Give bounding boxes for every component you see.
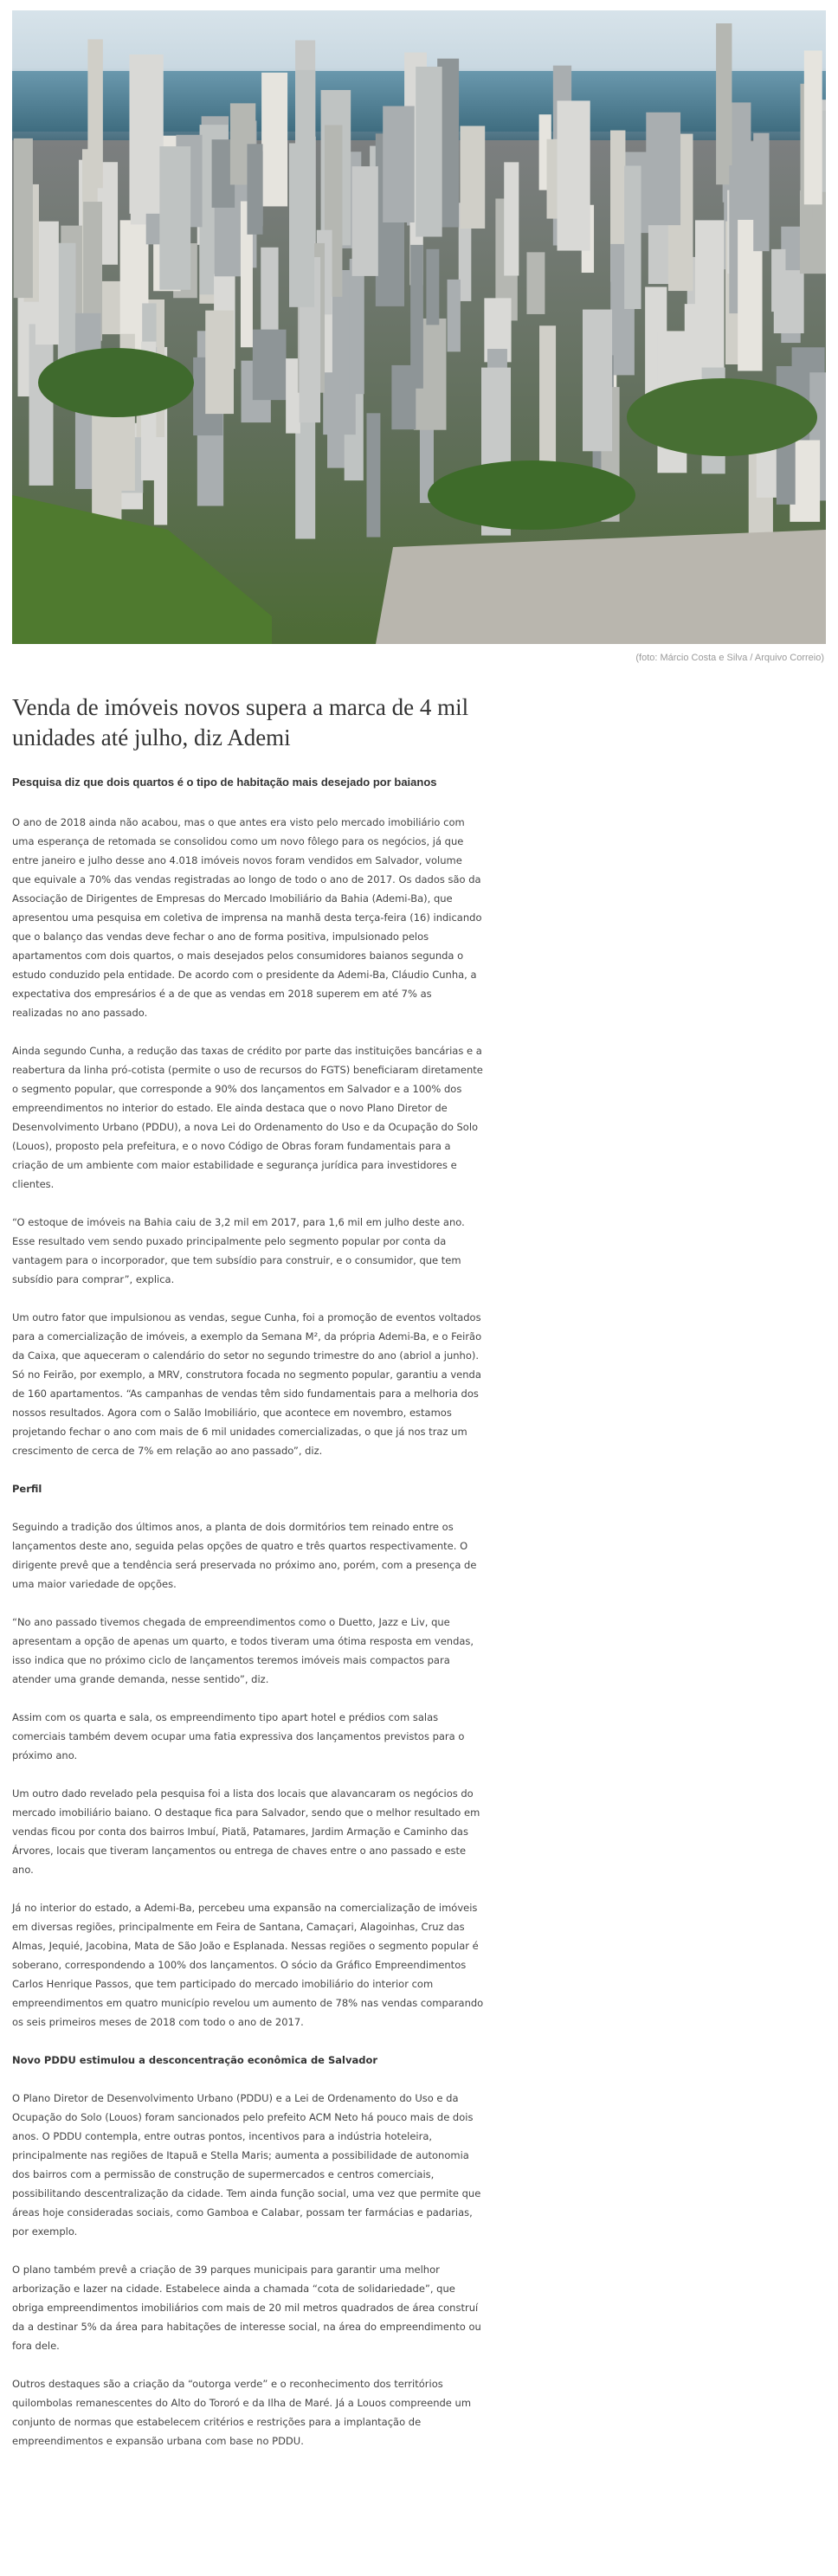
paragraph-gap <box>12 1289 826 1308</box>
article-paragraph: Já no interior do estado, a Ademi-Ba, percebeu uma expansão na comercialização de imóveis em diversas regiões, principalmente em Feira de Santana, Camaçari, Alagoinhas, Cruz das Almas, Jequié, Jacobina, Mata de São João e Esplanada. Nessas regiões o segmento popular é soberano, correspondendo a 100% dos lançamentos. O sócio da Gráfico Empreendimentos Carlos Henrique Passos, que tem participado do mercado imobiliário do interior com empreendimentos em quatro município revelou um aumento de 78% nas vendas comparando os seis primeiros meses de 2018 com todo o ano de 2017. <box>12 1902 484 2028</box>
building-shape <box>558 100 590 250</box>
building-shape <box>753 133 769 251</box>
building-shape <box>205 311 234 414</box>
article-container <box>12 10 826 2450</box>
paragraph-gap <box>12 1765 826 1784</box>
building-shape <box>383 106 415 222</box>
paragraph-gap <box>12 2355 826 2374</box>
building-shape <box>716 23 732 184</box>
article-paragraph: Um outro fator que impulsionou as vendas, segue Cunha, foi a promoção de eventos voltados para a comercialização de imóveis, a exemplo da Semana M², da própria Ademi-Ba, e o Feirão da Caixa, que aqueceram o calendário do setor no segundo trimestre do ano (abriol a junho). Só no Feirão, por exemplo, a MRV, construtora focada no segmento popular, garantiu a venda de 160 apartamentos. “As campanhas de vendas têm sido fundamentais para a melhoria dos nossos resultados. Agora com o Salão Imobiliário, que acontece em novembro, estamos projetando fechar o ano com mais de 6 mil unidades comercializadas, o que já nos traz um crescimento de cerca de 7% em relação ao ano passado”, diz. <box>12 1311 482 1457</box>
building-shape <box>129 55 163 214</box>
building-shape <box>416 67 442 236</box>
building-shape <box>539 325 556 470</box>
building-shape <box>29 324 54 485</box>
building-shape <box>92 415 121 520</box>
building-shape <box>352 166 378 276</box>
paragraph-gap <box>12 1594 826 1613</box>
building-shape <box>100 281 122 334</box>
building-shape <box>804 50 822 204</box>
article-paragraph: “No ano passado tivemos chegada de empreendimentos como o Duetto, Jazz e Liv, que apresentam a opção de apenas um quarto, e todos tiveram uma ótima resposta em vendas, isso indica que no próximo ciclo de lançamentos teremos imóveis mais compactos para atender uma grande demanda, nesse sentido”, diz. <box>12 1616 474 1685</box>
article-paragraph: O ano de 2018 ainda não acabou, mas o que antes era visto pelo mercado imobiliário com uma esperança de retomada se consolidou como um novo fôlego para os negócios, já que entre janeiro e julho desse ano 4.018 imóveis novos foram vendidos em Salvador, volume que equivale a 70% das vendas registradas ao longo de todo o ano de 2017. Os dados são da Associação de Dirigentes de Empresas do Mercado Imobiliário da Bahia (Ademi-Ba), que apresentou uma pesquisa em coletiva de imprensa na manhã desta terça-feira (16) indicando que o balanço das vendas deve fechar o ano de forma positiva, impulsionado pelos apartamentos com dois quartos, o mais desejados pelos consumidores baianos segunda o estudo conduzido pela entidade. De acordo com o presidente da Ademi-Ba, Cláudio Cunha, a expectativa dos empresários é a de que as vendas em 2018 superem em até 7% as realizadas no ano passado. <box>12 816 482 1019</box>
building-shape <box>58 243 76 364</box>
paragraph-gap <box>12 2241 826 2260</box>
section-heading: Perfil <box>12 1483 42 1495</box>
building-shape <box>289 143 314 306</box>
article-paragraph: Assim com os quarta e sala, os empreendimento tipo apart hotel e prédios com salas comerciais também devem ocupar uma fatia expressiva dos lançamentos previstos para o próximo ano. <box>12 1711 465 1761</box>
article-paragraph: Um outro dado revelado pela pesquisa foi a lista dos locais que alavancaram os negócios do mercado imobiliário baiano. O destaque fica para Salvador, sendo que o melhor resultado em vendas ficou por conta dos bairros Imbuí, Piatã, Patamares, Jardim Armação e Caminho das Árvores, locais que tiveram lançamentos ou entrega de chaves entre o ano passado e este ano. <box>12 1787 480 1876</box>
article-subtitle: Pesquisa diz que dois quartos é o tipo de habitação mais desejado por baianos <box>12 776 437 789</box>
paragraph-gap <box>12 1194 826 1213</box>
paragraph-gap <box>12 1460 826 1479</box>
building-shape <box>460 126 485 229</box>
building-shape <box>448 280 461 351</box>
paragraph-gap <box>12 2070 826 2089</box>
paragraph-gap <box>12 1689 826 1708</box>
article-paragraph: O Plano Diretor de Desenvolvimento Urbano (PDDU) e a Lei de Ordenamento do Uso e da Ocupação do Solo (Louos) foram sancionados pelo prefeito ACM Neto há pouco mais de dois anos. O PDDU contempla, entre outras pontos, incentivos para a indústria hoteleira, principalmente nas regiões de Itapuã e Stella Maris; aumenta a possibilidade de autonomia dos bairros com a permissão de construção de supermercados e centros comerciais, possibilitando descentralização da cidade. Tem ainda função social, uma vez que permite que áreas hoje consideradas sociais, como Gamboa e Calabar, possam ter farmácias e padarias, por exemplo. <box>12 2092 481 2238</box>
section-heading: Novo PDDU estimulou a desconcentração econômica de Salvador <box>12 2054 378 2066</box>
city-aerial-photo <box>12 10 826 644</box>
building-shape <box>366 413 380 537</box>
article-paragraph: “O estoque de imóveis na Bahia caiu de 3,2 mil em 2017, para 1,6 mil em julho deste ano. Esse resultado vem sendo puxado principalmente pelo segmento popular por conta da vantagem para o incorporador, que tem subsídio para construir, e o consumidor, que tem subsídio para comprar”, explica. <box>12 1216 465 1285</box>
building-shape <box>583 310 612 452</box>
article-paragraph: Outros destaques são a criação da “outorga verde” e o reconhecimento dos territórios quilombolas remanescentes do Alto do Tororó e da Ilha de Maré. Já a Louos compreende um conjunto de normas que estabelecem critérios e restrições para a implantação de empreendimentos e expansão urbana com base no PDDU. <box>12 2378 472 2447</box>
building-shape <box>253 330 287 401</box>
building-shape <box>14 138 33 298</box>
building-shape <box>350 259 364 394</box>
building-shape <box>261 73 287 207</box>
building-shape <box>87 39 102 188</box>
photo-caption: (foto: Márcio Costa e Silva / Arquivo Correio) <box>635 653 824 663</box>
article-paragraph: O plano também prevê a criação de 39 parques municipais para garantir uma melhor arborização e lazer na cidade. Estabelece ainda a chamada “cota de solidariedade”, que obriga empreendimentos imobiliários com mais de 20 mil metros quadrados de área construí da a destinar 5% da área para habitações de interesse social, na área do empreendimento ou fora dele. <box>12 2264 481 2352</box>
article-title: Venda de imóveis novos supera a marca de 4 mil unidades até julho, diz Ademi <box>12 694 469 750</box>
paragraph-gap <box>12 1498 826 1517</box>
building-shape <box>646 113 680 225</box>
paragraph-gap <box>12 1879 826 1898</box>
article-body <box>12 813 826 2450</box>
building-shape <box>391 365 416 429</box>
building-shape <box>504 162 519 275</box>
article-paragraph: Ainda segundo Cunha, a redução das taxas de crédito por parte das instituições bancárias e a reabertura da linha pró-cotista (permite o uso de recursos do FGTS) beneficiaram diretamente o segmento popular, que corresponde a 90% dos lançamentos em Salvador e a 100% dos empreendimentos no interior do estado. Ele ainda destaca que o novo Plano Diretor de Desenvolvimento Urbano (PDDU), a nova Lei do Ordenamento do Uso e da Ocupação do Solo (Louos), proposto pela prefeitura, e o novo Código de Obras foram fundamentais para a criação de um ambiente com maior estabilidade e segurança jurídica para investidores e clientes. <box>12 1045 483 1190</box>
article-paragraph: Seguindo a tradição dos últimos anos, a planta de dois dormitórios tem reinado entre os lançamentos deste ano, seguida pelas opções de quatro e três quartos respectivamente. O dirigente prevê que a tendência será preservada no próximo ano, porém, com a presença de uma maior variedade de opções. <box>12 1521 477 1590</box>
building-shape <box>247 144 262 235</box>
building-shape <box>526 252 545 314</box>
skyline-illustration <box>12 10 826 644</box>
building-shape <box>771 249 785 312</box>
building-shape <box>426 249 439 325</box>
paragraph-gap <box>12 1022 826 1041</box>
paragraph-gap <box>12 2032 826 2051</box>
building-shape <box>624 165 641 309</box>
building-shape <box>159 146 190 290</box>
